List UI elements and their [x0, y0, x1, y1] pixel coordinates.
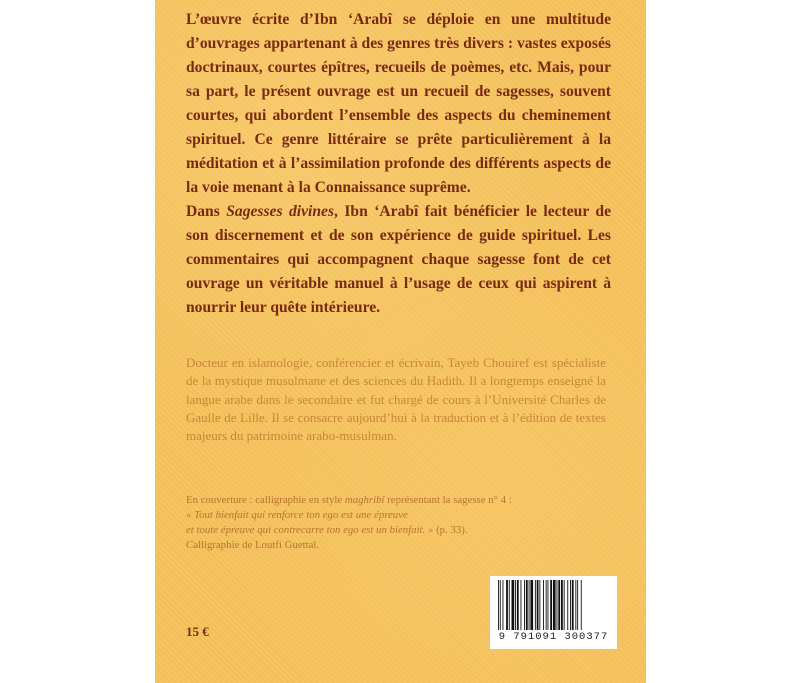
barcode-bar [498, 580, 499, 630]
price: 15 € [186, 624, 209, 639]
author-bio [186, 354, 606, 445]
barcode-bar [512, 580, 515, 630]
credits-line-1 [186, 493, 616, 508]
barcode-bar [535, 580, 536, 630]
barcode-bar [524, 580, 525, 630]
barcode-bar [537, 580, 539, 630]
credits-quote-2 [186, 523, 616, 538]
credits-rest: représentant la sagesse n° 4 : [384, 494, 512, 506]
calligraphy-style: maghribî [344, 494, 385, 506]
quote-line-2: et toute épreuve qui contrecarre ton ego est un bienfait. » [186, 524, 434, 536]
barcode-bar [572, 580, 574, 630]
barcode-bar [539, 580, 540, 630]
barcode-bar [550, 580, 552, 630]
barcode-bars [498, 580, 609, 630]
barcode-digits: 9 791091 300377 [498, 631, 609, 643]
barcode-bar [557, 580, 558, 630]
isbn-barcode [490, 576, 617, 649]
description-paragraph-1: L’œuvre écrite d’Ibn ‘Arabî se déploie en une multitude d’ouvrages appartenant à des genres très divers : vastes exposés doctrinaux, courtes épîtres, recueils de poèmes, etc. Mais, pour sa part, le présent ouvrage est un recueil de sagesses, souvent courtes, qui abordent l’ensemble des aspects du cheminement spirituel. Ce genre littéraire se prête particulièrement à la méditation et à l’assimilation profonde des différents aspects de la voie menant à la Connaissance suprême. [186, 11, 611, 196]
barcode-bar [500, 580, 501, 630]
barcode-bar [548, 580, 549, 630]
paragraph-2-lead: Dans [186, 203, 227, 220]
barcode-bar [575, 580, 576, 630]
barcode-bar [509, 580, 510, 630]
paragraph-2-rest: , Ibn ‘Arabî fait bénéficier le lecteur de son discernement et de son expérience de guide spirituel. Les commentaires qui accompagnent chaque sagesse font de cet ouvrage un véritable manuel à l’usage de ceux qui aspirent à nourrir leur quête intérieure. [186, 203, 611, 316]
book-title-italic: Sagesses divines [226, 203, 335, 220]
cover-credits [186, 493, 616, 553]
credits-lead: En couverture : calligraphie en style [186, 494, 345, 506]
calligrapher-credit: Calligraphie de Loutfi Guettal. [186, 539, 320, 551]
barcode-bar [570, 580, 571, 630]
description-paragraph-2 [186, 200, 611, 320]
barcode-bar [530, 580, 533, 630]
barcode-bar [529, 580, 530, 630]
barcode-bar [581, 580, 582, 630]
barcode-bar [526, 580, 528, 630]
quote-page-ref: (p. 33). [433, 524, 468, 536]
barcode-bar [564, 580, 565, 630]
barcode-bar [567, 580, 568, 630]
quote-line-1: « Tout bienfait qui renforce ton ego est une épreuve [186, 509, 408, 521]
book-back-cover [155, 0, 646, 683]
barcode-bar [503, 580, 504, 630]
author-bio-text: Docteur en islamologie, conférencier et écrivain, Tayeb Chouiref est spécialiste de la mystique musulmane et des sciences du Hadith. Il a longtemps enseigné la langue arabe dans le secondaire et fut chargé de cours à l’Université Charles de Gaulle de Lille. Il se consacre aujourd’hui à la traduction et à l’édition de textes majeurs du patrimoine arabo-musulman. [186, 355, 606, 444]
credits-quote-1 [186, 508, 616, 523]
barcode-bar [558, 580, 560, 630]
barcode-bar [515, 580, 516, 630]
barcode-bar [553, 580, 556, 630]
barcode-bar [517, 580, 519, 630]
barcode-bar [506, 580, 508, 630]
barcode-bar [577, 580, 578, 630]
barcode-bar [561, 580, 563, 630]
description-text [186, 8, 611, 320]
barcode-bar [543, 580, 544, 630]
barcode-bar [546, 580, 547, 630]
barcode-bar [521, 580, 522, 630]
